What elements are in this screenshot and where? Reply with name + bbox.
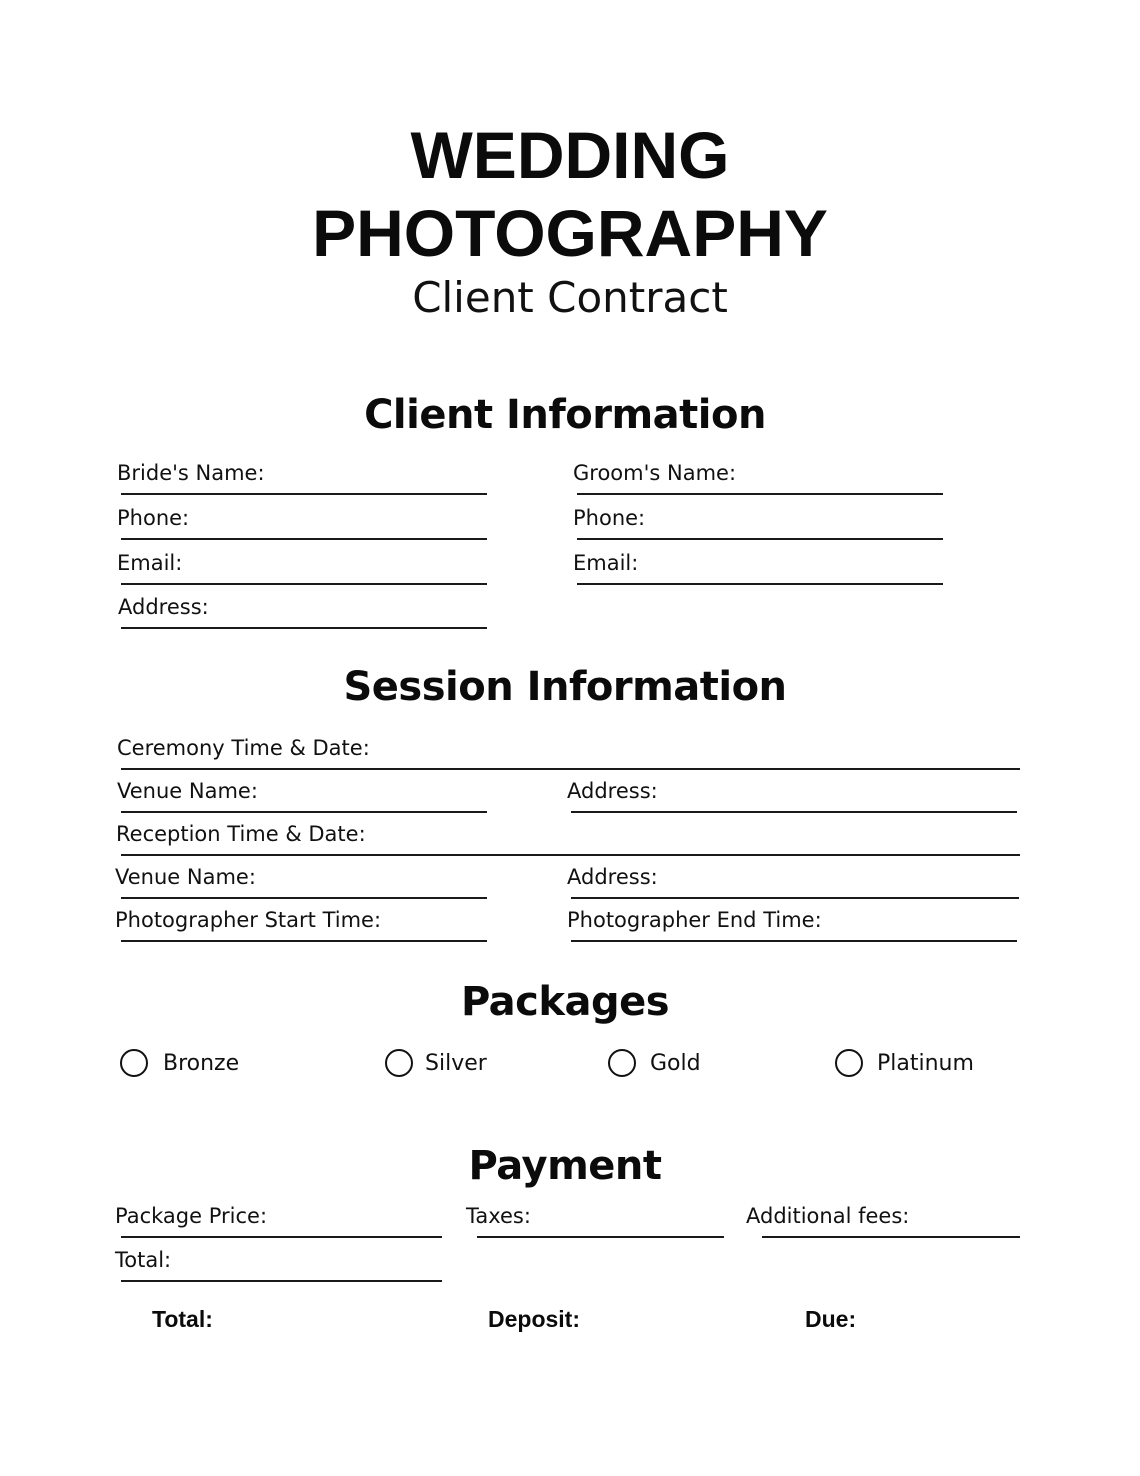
taxes-field[interactable] bbox=[466, 1206, 724, 1238]
bride-phone-label: Phone: bbox=[117, 506, 190, 530]
radio-circle-icon[interactable] bbox=[835, 1049, 863, 1077]
reception-address-label: Address: bbox=[567, 865, 658, 889]
photographer-start-time-field[interactable] bbox=[115, 910, 489, 942]
brides-name-line[interactable] bbox=[121, 493, 487, 495]
summary-due-label: Due: bbox=[805, 1306, 857, 1332]
title-wedding: WEDDING bbox=[410, 118, 730, 192]
reception-venue-name-field[interactable] bbox=[115, 867, 489, 899]
groom-email-line[interactable] bbox=[577, 583, 943, 585]
bride-email-field[interactable] bbox=[117, 553, 489, 585]
photographer-start-time-label: Photographer Start Time: bbox=[115, 908, 382, 932]
additional-fees-field[interactable] bbox=[746, 1206, 1021, 1238]
summary-total-label: Total: bbox=[152, 1306, 213, 1332]
bride-email-line[interactable] bbox=[121, 583, 487, 585]
ceremony-venue-name-label: Venue Name: bbox=[117, 779, 258, 803]
heading-client-information: Client Information bbox=[364, 392, 766, 438]
groom-phone-line[interactable] bbox=[577, 538, 943, 540]
brides-name-label: Bride's Name: bbox=[117, 461, 265, 485]
package-price-field[interactable] bbox=[115, 1206, 442, 1238]
groom-phone-label: Phone: bbox=[573, 506, 646, 530]
title-photography: PHOTOGRAPHY bbox=[312, 196, 828, 270]
additional-fees-label: Additional fees: bbox=[746, 1204, 910, 1228]
package-label-platinum: Platinum bbox=[877, 1051, 974, 1076]
ceremony-venue-name-field[interactable] bbox=[117, 781, 489, 813]
additional-fees-line[interactable] bbox=[762, 1236, 1020, 1238]
groom-email-field[interactable] bbox=[573, 553, 945, 585]
ceremony-address-label: Address: bbox=[567, 779, 658, 803]
taxes-label: Taxes: bbox=[466, 1204, 531, 1228]
total-field[interactable] bbox=[115, 1250, 442, 1282]
radio-circle-icon[interactable] bbox=[385, 1049, 413, 1077]
reception-time-date-label: Reception Time & Date: bbox=[116, 822, 366, 846]
bride-phone-line[interactable] bbox=[121, 538, 487, 540]
subtitle-client-contract: Client Contract bbox=[412, 273, 728, 322]
bride-phone-field[interactable] bbox=[117, 508, 489, 540]
heading-packages: Packages bbox=[460, 979, 670, 1025]
address-field[interactable] bbox=[118, 597, 489, 629]
grooms-name-line[interactable] bbox=[577, 493, 943, 495]
ceremony-time-date-field[interactable] bbox=[117, 738, 1020, 770]
reception-time-date-field[interactable] bbox=[116, 824, 1020, 856]
package-label-gold: Gold bbox=[650, 1051, 701, 1076]
taxes-line[interactable] bbox=[477, 1236, 724, 1238]
package-label-bronze: Bronze bbox=[163, 1051, 240, 1076]
package-price-label: Package Price: bbox=[115, 1204, 268, 1228]
summary-deposit-label: Deposit: bbox=[488, 1306, 580, 1332]
total-field-label: Total: bbox=[115, 1248, 172, 1272]
reception-venue-name-label: Venue Name: bbox=[115, 865, 256, 889]
reception-time-date-line[interactable] bbox=[121, 854, 1020, 856]
heading-session-information: Session Information bbox=[343, 664, 787, 710]
ceremony-venue-name-line[interactable] bbox=[121, 811, 487, 813]
ceremony-address-field[interactable] bbox=[567, 781, 1019, 813]
address-label: Address: bbox=[118, 595, 209, 619]
address-line[interactable] bbox=[121, 627, 487, 629]
brides-name-field[interactable] bbox=[117, 463, 489, 495]
ceremony-address-line[interactable] bbox=[571, 811, 1017, 813]
ceremony-time-date-label: Ceremony Time & Date: bbox=[117, 736, 370, 760]
reception-venue-name-line[interactable] bbox=[121, 897, 487, 899]
bride-email-label: Email: bbox=[117, 551, 183, 575]
photographer-start-time-line[interactable] bbox=[121, 940, 487, 942]
photographer-end-time-field[interactable] bbox=[567, 910, 1019, 942]
radio-circle-icon[interactable] bbox=[120, 1049, 148, 1077]
groom-phone-field[interactable] bbox=[573, 508, 945, 540]
photographer-end-time-label: Photographer End Time: bbox=[567, 908, 822, 932]
ceremony-time-date-line[interactable] bbox=[121, 768, 1020, 770]
total-field-line[interactable] bbox=[121, 1280, 442, 1282]
package-label-silver: Silver bbox=[425, 1051, 487, 1076]
package-price-line[interactable] bbox=[121, 1236, 442, 1238]
photographer-end-time-line[interactable] bbox=[571, 940, 1017, 942]
reception-address-line[interactable] bbox=[571, 897, 1019, 899]
radio-circle-icon[interactable] bbox=[608, 1049, 636, 1077]
grooms-name-field[interactable] bbox=[573, 463, 945, 495]
reception-address-field[interactable] bbox=[567, 867, 1021, 899]
heading-payment: Payment bbox=[468, 1143, 662, 1189]
grooms-name-label: Groom's Name: bbox=[573, 461, 737, 485]
groom-email-label: Email: bbox=[573, 551, 639, 575]
